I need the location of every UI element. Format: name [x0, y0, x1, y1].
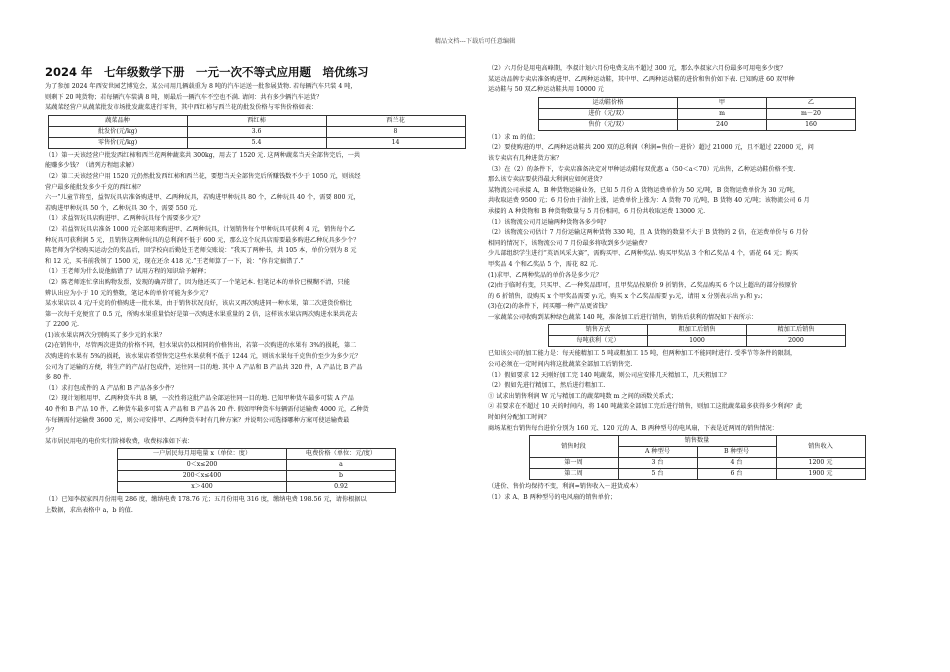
- text-line: 商场某柜台销售每台进价分别为 160 元、120 元的 A、B 两种型号的电风扇，下表是近两周的销售情况：: [488, 424, 778, 432]
- fan-header-model-b: B 种型号: [697, 447, 776, 458]
- text-line: ① 试求出销售利润 W 元与精加工的蔬菜吨数 m 之间的函数关系式；: [488, 392, 678, 400]
- table-header-cell: 电费价格（单位：元/度）: [287, 449, 396, 460]
- table-header-cell: 西红柿: [187, 115, 326, 126]
- table-cell: 售价（元/双）: [539, 119, 678, 130]
- fan-cell: 1200 元: [776, 458, 865, 469]
- text-line: （1）第一天该经营户批发西红柿和西兰花两种蔬菜共 300kg，用去了 1520 元. 这两种蔬菜当天全部售完后，一共: [45, 151, 361, 159]
- text-line: 某运动品牌专卖店准备购进甲、乙两种运动鞋，其中甲、乙两种运动鞋的进价和售价如下表. 已知购进 60 双甲种: [488, 75, 795, 83]
- table-cell: 进价（元/双）: [539, 108, 678, 119]
- text-line: 公司必须在一定时间内将这批蔬菜全部加工后销售完.: [488, 361, 633, 369]
- text-line: 某市居民用电的电价实行阶梯收费，收费标准如下表：: [45, 437, 194, 445]
- text-line: 已知该公司的加工能力是：每天能精加工 5 吨或粗加工 15 吨，但两种加工不能同时进行. 受季节等条件的限制，: [488, 350, 797, 358]
- text-line: （1）该物流公司月运输两种货物各多少吨？: [488, 218, 610, 226]
- text-line: 共收取运费 9500 元；6 月份由于油价上涨，运费单价上涨为：A 货物 70 元/吨，B 货物 40 元/吨；该物流公司 6 月: [488, 197, 810, 205]
- text-line: (2)由于临时有变，只买甲、乙一种奖品即可，且甲奖品按原价 9 折销售，乙奖品购买 6 个以上超出的部分按原价: [488, 282, 798, 290]
- table-row: [539, 108, 856, 119]
- table-cell: 200＜x≤400: [118, 471, 287, 482]
- text-line: （1）假如要求 12 天刚好加工完 140 吨蔬菜，则公司应安排几天精加工，几天粗加工？: [488, 371, 730, 379]
- table-row: [118, 482, 396, 493]
- text-line: 能赚多少钱？（请列方程组求解）: [45, 162, 138, 170]
- table-header-cell: 粗加工后销售: [648, 325, 747, 336]
- right-block-4: [488, 482, 906, 503]
- table-header-cell: 甲: [678, 97, 767, 108]
- text-line: （2）假如先进行精加工，然后进行粗加工.: [488, 382, 606, 390]
- text-line: 那么该专卖店要获得最大利润应如何进货？: [488, 176, 606, 184]
- text-line: ② 若要求在不超过 10 天的时间内，将 140 吨蔬菜全部加工完后进行销售，则加工这批蔬菜最多获得多少利润？此: [488, 403, 803, 411]
- text-line: （1）求 m 的值；: [488, 133, 539, 141]
- text-line: 某蔬菜经营户从蔬菜批发市场批发蔬菜进行零售，其中西红柿与西兰花的批发价格与零售价格如表：: [45, 104, 318, 112]
- text-line: （2）第二天该经营户用 1520 元仍然批发西红柿和西兰花，要想当天全部售完后所赚钱数不少于 1050 元，则该经: [45, 172, 361, 180]
- page-header: 精品文档---下载后可任意编辑: [434, 38, 516, 45]
- fan-cell: 1900 元: [776, 469, 865, 480]
- text-line: （进价、售价均保持不变，利润=销售收入－进货成本）: [488, 483, 642, 491]
- fan-header-quantity: 销售数量: [618, 436, 776, 447]
- text-line: 相同的情况下，该物流公司 7 月份最多将收到多少运输费？: [488, 239, 651, 247]
- text-line: （2）要使购进的甲、乙两种运动鞋共 200 双的总利润（利润=售价－进价）超过 21000 元，且不超过 22000 元，问: [488, 144, 814, 152]
- table-cell: b: [287, 471, 396, 482]
- fan-header-revenue: 销售收入: [776, 436, 865, 458]
- text-line: 六一”儿童节将至，益智玩具店准备购进甲、乙两种玩具，若购进甲种玩具 80 个，乙种玩具 40 个，需要 800 元，: [45, 194, 360, 202]
- text-line: （2）现计划租用甲、乙两种货车共 8 辆，一次性将这批产品全部运往同一目的地. 已知甲种货车最多可装 A 产品: [45, 395, 354, 403]
- text-line: 一家蔬菜公司收购到某种绿色蔬菜 140 吨，准备加工后进行销售，销售后获利的情况如下表所示：: [488, 313, 758, 321]
- table-cell: 240: [678, 119, 767, 130]
- text-line: 了 2200 元.: [45, 321, 80, 329]
- table-cell: 0＜x≤200: [118, 460, 287, 471]
- right-block-1: [488, 64, 906, 96]
- text-line: （1）王老师为什么说他搞错了？试用方程的知识给予解释；: [45, 268, 210, 276]
- text-line: 时如何分配加工时间？: [488, 414, 550, 422]
- text-line: 营户最多能批发多少千克的西红柿？: [45, 183, 144, 191]
- text-line: 多 80 件.: [45, 374, 72, 382]
- table-header-cell: 销售方式: [549, 325, 648, 336]
- table-header-cell: 西兰花: [326, 115, 465, 126]
- text-line: 甲奖品 4 个和乙奖品 5 个，需花 82 元.: [488, 260, 598, 268]
- table-row: [539, 119, 856, 130]
- right-column: [488, 64, 906, 503]
- text-line: 某物流公司承接 A，B 种货物运输业务，已知 5 月份 A 货物运费单价为 50 元/吨，B 货物运费单价为 30 元/吨，: [488, 186, 800, 194]
- text-line: （1）求 A、B 两种型号的电风扇的销售单价；: [488, 493, 617, 501]
- text-line: 公司为了运输的方便，将生产的产品打包成件，运往同一目的地. 其中 A 产品和 B 产品共 320 件，A 产品比 B 产品: [45, 363, 363, 371]
- fan-cell: 6 台: [697, 469, 776, 480]
- text-line: 次购进的水果有 5%的损耗，该水果店希望售完这些水果获利不低于 1244 元，则该水果每千克售价至少为多少元？: [45, 353, 362, 361]
- text-line: (1)求甲、乙两种奖品的单价各是多少元？: [488, 271, 602, 279]
- fan-cell: 第一周: [529, 458, 618, 469]
- table-row: [118, 471, 396, 482]
- fan-cell: 5 台: [618, 469, 697, 480]
- table-cell: m－20: [767, 108, 856, 119]
- text-line: 少？: [45, 427, 58, 435]
- right-block-2: [488, 133, 906, 324]
- table-cell: 160: [767, 119, 856, 130]
- table-header-cell: 运动鞋价格: [539, 97, 678, 108]
- text-line: 辨认出应为小于 10 元的整数，笔记本的单价可能为多少元？: [45, 289, 212, 297]
- right-block-3: [488, 349, 906, 434]
- table-row: [549, 336, 846, 347]
- left-block-3: [45, 495, 468, 516]
- table-row: [118, 460, 396, 471]
- table-row: [48, 137, 465, 148]
- table-cell: 每吨获利（元）: [549, 336, 648, 347]
- text-line: 陈老师为学校购买运动会的奖品后，回学校向后勤处王老师交账说：“我买了两种书，共 105 本，单价分别为 8 元: [45, 247, 357, 255]
- table-cell: 5.4: [187, 137, 326, 148]
- text-line: 40 件和 B 产品 10 件，乙种货车最多可装 A 产品和 B 产品各 20 件. 假如甲种货车每辆需付运输费 4000 元，乙种货: [45, 406, 369, 414]
- text-line: （3）在（2）的条件下，专卖店准备决定对甲种运动鞋每双优惠 a（50＜a＜70）元出售，乙种运动鞋价格不变.: [488, 165, 796, 173]
- fan-cell: 第二周: [529, 469, 618, 480]
- table-cell: 8: [326, 126, 465, 137]
- fan-header-model-a: A 种型号: [618, 447, 697, 458]
- text-line: 该专卖店有几种进货方案？: [488, 154, 563, 162]
- table-cell: 批发价(元/kg): [48, 126, 187, 137]
- text-line: 车每辆需付运输费 3600 元，则公司安排甲、乙两种货车时有几种方案？并说明公司选择哪种方案可使运输费最: [45, 416, 350, 424]
- fan-header-period: 销售时段: [529, 436, 618, 458]
- table-cell: a: [287, 460, 396, 471]
- text-line: （2）陈老师连忙拿出购物发票，发现的确弄错了，因为他还买了一个笔记本. 但笔记本的单价已模糊不清，只能: [45, 278, 350, 286]
- table-header-cell: 蔬菜品种: [48, 115, 187, 126]
- text-line: 承接的 A 种货物和 B 种货物数量与 5 月份相同，6 月份共收取运费 13000 元.: [488, 207, 706, 215]
- text-line: (3)在(2)的条件下，问买哪一种产品更省钱？: [488, 303, 611, 311]
- text-line: 某水果店以 4 元/千克的价格购进一批水果，由于销售状况良好，该店又再次购进同一种水果，第二次进货价格比: [45, 300, 352, 308]
- shoe-price-table: [538, 97, 856, 131]
- table-cell: x＞400: [118, 482, 287, 493]
- left-block-1: [45, 82, 468, 114]
- vegetable-sale-table: [548, 324, 846, 347]
- text-line: 第一次每千克便宜了 0.5 元，所购水果重量恰好是第一次购进水果重量的 2 倍，这样该水果店两次购进水果共花去: [45, 310, 358, 318]
- text-line: 为了参加 2024 年西安世园艺博览会，某公司用几辆载重为 8 吨的汽车运送一批参展货物. 若每辆汽车只装 4 吨，: [45, 83, 357, 90]
- text-line: (2)在销售中，尽管两次进货的价格不同，但水果店仍以相同的价格售出，若第一次购进的水果有 3%的损耗，第二: [45, 342, 357, 350]
- table-row: [48, 126, 465, 137]
- text-line: 则剩下 20 吨货物；若每辆汽车装满 8 吨，则最后一辆汽车不空也不满. 请问：共有多少辆汽车运货？: [45, 93, 323, 101]
- text-line: 少儿部组织学生进行“英语风采大赛”，需购买甲、乙两种奖品. 购买甲奖品 3 个和乙奖品 4 个，需花 64 元；购买: [488, 250, 799, 258]
- table-cell: 1000: [648, 336, 747, 347]
- table-header-cell: 一户居民每月用电量 x（单位：度）: [118, 449, 287, 460]
- table-cell: 2000: [747, 336, 846, 347]
- text-line: 上数据，求出表格中 a，b 的值.: [45, 507, 133, 514]
- text-line: （2）该物流公司估计 7 月份运输这两种货物 330 吨，且 A 货物的数量不大于 B 货物的 2 倍，在运费单价与 6 月份: [488, 229, 809, 237]
- text-line: （1）求打包成件的 A 产品和 B 产品各多少件？: [45, 384, 178, 392]
- text-line: （1）求益智玩具店购进甲、乙两种玩具每个需要多少元？: [45, 215, 204, 223]
- text-line: 和 12 元，买书前我领了 1500 元，现在还余 418 元.”王老师算了一下，说：“你肯定搞错了.”: [45, 257, 304, 265]
- text-line: （2）若益智玩具店准备 1000 元全部用来购进甲、乙两种玩具，计划销售每个甲种玩具可获利 4 元，销售每个乙: [45, 225, 355, 233]
- text-line: 若购进甲种玩具 50 个，乙种玩具 30 个，需要 550 元.: [45, 204, 198, 212]
- electricity-price-table: [117, 448, 396, 493]
- table-cell: 14: [326, 137, 465, 148]
- text-line: 运动鞋与 50 双乙种运动鞋共用 10000 元: [488, 86, 604, 94]
- table-header-cell: 精加工后销售: [747, 325, 846, 336]
- table-header-cell: 乙: [767, 97, 856, 108]
- table-cell: 0.92: [287, 482, 396, 493]
- worksheet-title: 2024 年 七年级数学下册 一元一次不等式应用题 培优练习: [45, 65, 369, 79]
- table-cell: 3.6: [187, 126, 326, 137]
- text-line: （1）已知李叔家四月份用电 286 度，缴纳电费 178.76 元；五月份用电 316 度，缴纳电费 198.56 元，请你根据以: [45, 496, 367, 504]
- left-column: [45, 64, 468, 517]
- table-cell: m: [678, 108, 767, 119]
- text-line: (1)该水果店两次分别购买了多少元的水果？: [45, 331, 166, 339]
- text-line: 种玩具可获利润 5 元，且销售这两种玩具的总利润不低于 600 元，那么这个玩具店需要最多购进乙种玩具多少个？: [45, 236, 360, 244]
- fan-cell: 3 台: [618, 458, 697, 469]
- fan-cell: 4 台: [697, 458, 776, 469]
- fan-sales-table: [529, 435, 866, 480]
- text-line: 的 6 折销售，设购买 x 个甲奖品需要 y₁元，购买 x 个乙奖品需要 y₂元，请用 x 分别表示出 y₁和 y₂；: [488, 292, 767, 300]
- vegetable-price-table: [48, 115, 466, 149]
- left-block-2: [45, 151, 468, 448]
- text-line: （2）六月份是用电高峰期，李叔计划六月份电费支出不超过 300 元，那么李叔家六月份最多可用电多少度？: [488, 65, 787, 72]
- table-cell: 零售价(元/kg): [48, 137, 187, 148]
